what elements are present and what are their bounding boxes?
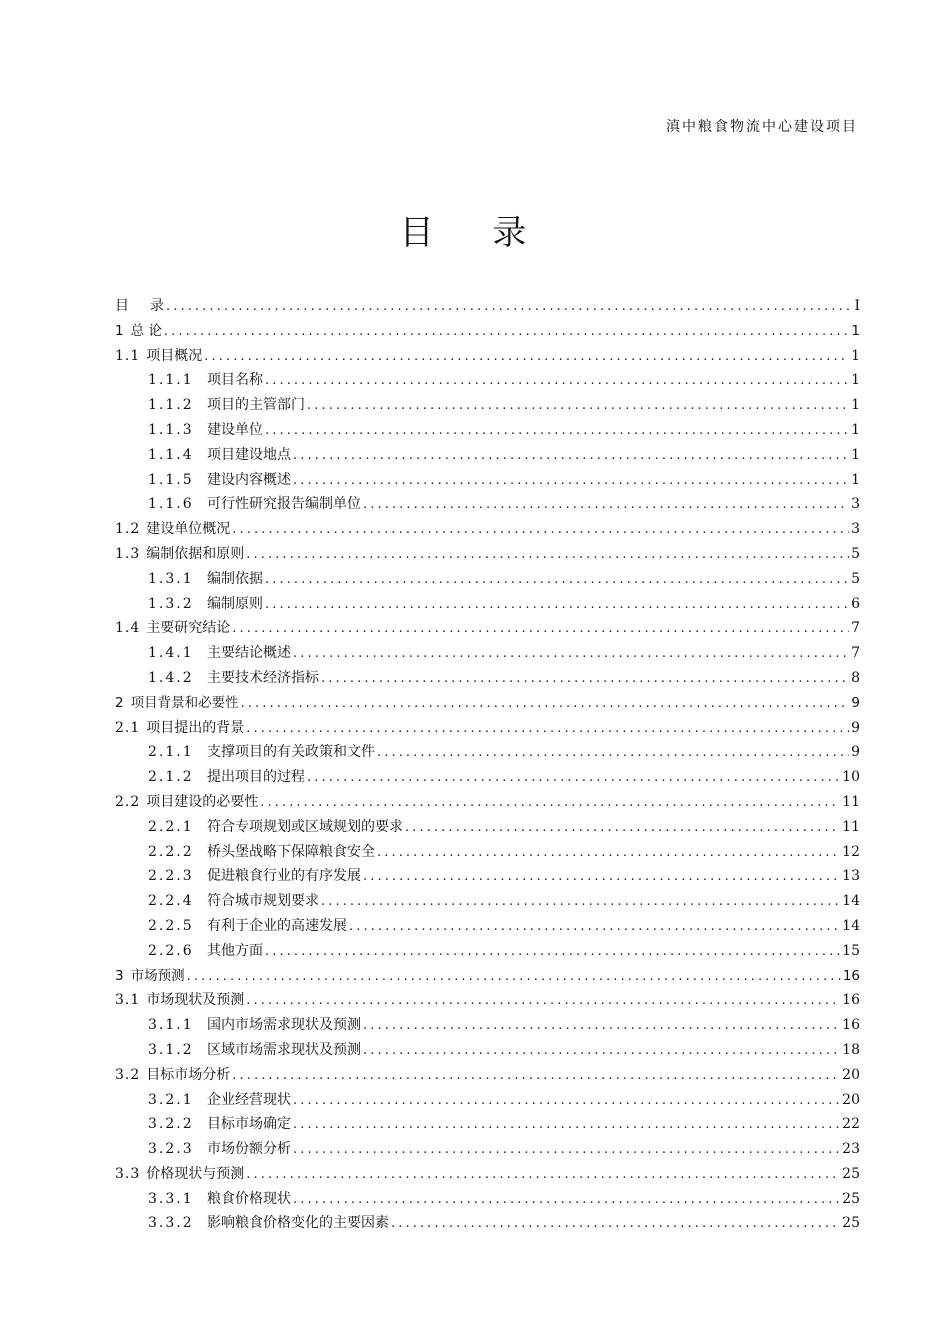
toc-entry-title: 项目背景和必要性 (130, 694, 239, 711)
toc-entry[interactable] (115, 1088, 860, 1113)
toc-entry-title: 支撑项目的有关政策和文件 (207, 744, 375, 761)
toc-entry-title: 粮食价格现状 (207, 1190, 291, 1207)
toc-entry-number: 目 (115, 298, 130, 314)
toc-dot-leader (307, 766, 840, 791)
toc-entry[interactable] (115, 1211, 860, 1236)
toc-entry-page-number: 8 (851, 669, 860, 686)
toc-entry-page-number: 25 (842, 1190, 860, 1207)
toc-dot-leader (246, 543, 849, 568)
toc-entry[interactable] (115, 864, 860, 889)
toc-entry-page-number: 12 (842, 843, 860, 860)
toc-entry-page-number: 14 (842, 893, 860, 910)
toc-entry-page-number: 1 (851, 471, 860, 488)
toc-dot-leader (293, 1113, 840, 1138)
toc-entry-number: 1.1 (115, 347, 141, 364)
toc-dot-leader (232, 617, 849, 642)
toc-entry-page-number: 23 (842, 1141, 860, 1158)
toc-entry-page-number: 1 (851, 372, 860, 389)
toc-dot-leader (363, 493, 849, 518)
toc-entry-title: 项目建设的必要性 (146, 793, 259, 810)
toc-entry-page-number: 1 (851, 397, 860, 414)
toc-entry-number: 3.2.1 (148, 1091, 194, 1108)
toc-entry-number: 1.4.1 (148, 645, 194, 662)
toc-dot-leader (265, 940, 840, 965)
toc-entry-title: 项目建设地点 (207, 446, 291, 463)
toc-entry-page-number: 7 (851, 620, 860, 637)
toc-entry[interactable] (115, 492, 860, 517)
toc-dot-leader (293, 642, 849, 667)
toc-entry[interactable] (115, 1137, 860, 1162)
toc-entry-number: 3 (115, 967, 125, 984)
toc-entry-number: 1.1.1 (148, 372, 194, 389)
toc-entry-title: 促进粮食行业的有序发展 (207, 868, 361, 885)
toc-entry-page-number: 5 (851, 570, 860, 587)
toc-entry-number: 1.3.1 (148, 570, 194, 587)
toc-entry-number: 1.1.2 (148, 397, 194, 414)
toc-entry[interactable] (115, 765, 860, 790)
toc-dot-leader (363, 1014, 840, 1039)
toc-entry-title: 可行性研究报告编制单位 (207, 496, 361, 513)
toc-entry-title: 有利于企业的高速发展 (207, 917, 347, 934)
toc-entry[interactable] (115, 790, 860, 815)
toc-entry[interactable] (115, 592, 860, 617)
toc-dot-leader (265, 568, 849, 593)
toc-entry[interactable] (115, 319, 860, 344)
toc-entry-title: 符合城市规划要求 (207, 893, 319, 910)
toc-entry-title: 录 (150, 298, 164, 314)
toc-dot-leader (391, 1212, 840, 1237)
toc-entry-number: 2.1.1 (148, 744, 194, 761)
toc-entry-number: 1.2 (115, 521, 141, 538)
toc-entry-number: 1.1.4 (148, 446, 194, 463)
toc-entry-title: 编制依据和原则 (146, 545, 245, 562)
toc-dot-leader (246, 717, 849, 742)
toc-entry-number: 1.1.3 (148, 421, 194, 438)
toc-entry-number: 3.2 (115, 1066, 141, 1083)
toc-entry-title: 项目名称 (207, 372, 263, 389)
toc-entry[interactable] (115, 344, 860, 369)
toc-entry-number: 2.2.3 (148, 868, 194, 885)
toc-dot-leader (293, 444, 849, 469)
toc-entry-page-number: 5 (851, 545, 860, 562)
toc-entry-title: 目标市场确定 (207, 1116, 291, 1133)
toc-entry-number: 3.2.2 (148, 1116, 194, 1133)
toc-entry-title: 目标市场分析 (146, 1066, 231, 1083)
toc-entry-title: 主要研究结论 (146, 620, 231, 637)
toc-dot-leader (293, 1138, 840, 1163)
toc-entry-page-number: 1 (851, 421, 860, 438)
toc-entry[interactable] (115, 1187, 860, 1212)
toc-entry-number: 1.4.2 (148, 669, 194, 686)
page-header: 滇中粮食物流中心建设项目 (666, 119, 858, 135)
toc-entry[interactable] (115, 815, 860, 840)
toc-entry-number: 3.3.1 (148, 1190, 194, 1207)
toc-entry-page-number: 9 (851, 744, 860, 761)
table-of-contents (115, 294, 860, 1236)
toc-dot-leader (321, 890, 840, 915)
toc-entry-page-number: I (854, 298, 860, 314)
toc-entry-title: 影响粮食价格变化的主要因素 (207, 1215, 389, 1232)
toc-entry-title: 企业经营现状 (207, 1091, 291, 1108)
toc-entry-title: 项目提出的背景 (146, 719, 245, 736)
toc-entry-title: 建设单位概况 (146, 521, 231, 538)
toc-dot-leader (241, 692, 850, 717)
toc-entry-title: 项目概况 (146, 347, 203, 364)
toc-entry-page-number: 11 (842, 818, 860, 835)
toc-entry-number: 1.1.5 (148, 471, 194, 488)
toc-entry[interactable] (115, 294, 860, 319)
toc-entry-title: 符合专项规划或区域规划的要求 (207, 818, 403, 835)
toc-entry-number: 1.4 (115, 620, 141, 637)
toc-entry-number: 2.1.2 (148, 769, 194, 786)
toc-entry-page-number: 25 (842, 1165, 860, 1182)
toc-entry[interactable] (115, 1063, 860, 1088)
toc-entry-number: 1.3 (115, 545, 141, 562)
toc-entry-title: 项目的主管部门 (207, 397, 305, 414)
toc-entry-page-number: 9 (851, 719, 860, 736)
toc-entry[interactable] (115, 418, 860, 443)
toc-dot-leader (265, 419, 849, 444)
toc-entry[interactable] (115, 1013, 860, 1038)
toc-entry-page-number: 1 (851, 322, 860, 339)
toc-entry-title: 提出项目的过程 (207, 769, 305, 786)
toc-entry[interactable] (115, 393, 860, 418)
toc-dot-leader (232, 1064, 840, 1089)
toc-entry-title: 总 论 (130, 322, 162, 339)
toc-dot-leader (293, 1188, 840, 1213)
toc-entry-page-number: 11 (842, 793, 860, 810)
toc-entry-page-number: 3 (851, 496, 860, 513)
toc-entry-number: 3.3 (115, 1165, 141, 1182)
toc-entry-page-number: 13 (842, 868, 860, 885)
toc-entry-number: 3.1.2 (148, 1041, 194, 1058)
toc-entry-page-number: 6 (851, 595, 860, 612)
toc-entry-title: 建设内容概述 (207, 471, 291, 488)
toc-entry[interactable] (115, 988, 860, 1013)
toc-entry-title: 编制依据 (207, 570, 263, 587)
toc-entry-number: 2.2.5 (148, 917, 194, 934)
toc-entry-number: 3.1.1 (148, 1017, 194, 1034)
toc-entry[interactable] (115, 443, 860, 468)
toc-entry[interactable] (115, 567, 860, 592)
toc-entry-number: 2 (115, 694, 125, 711)
toc-dot-leader (321, 667, 849, 692)
toc-dot-leader (293, 1089, 840, 1114)
toc-dot-leader (293, 469, 849, 494)
toc-dot-leader (363, 865, 840, 890)
page-title: 目 录 (399, 213, 551, 253)
toc-entry-title: 建设单位 (207, 421, 263, 438)
toc-entry-page-number: 1 (851, 347, 860, 364)
toc-dot-leader (246, 989, 840, 1014)
toc-entry-page-number: 22 (842, 1116, 860, 1133)
toc-entry[interactable] (115, 716, 860, 741)
toc-entry-page-number: 1 (851, 446, 860, 463)
toc-entry-title: 价格现状与预测 (146, 1165, 245, 1182)
toc-dot-leader (265, 593, 849, 618)
toc-entry[interactable] (115, 889, 860, 914)
toc-entry-title: 桥头堡战略下保障粮食安全 (207, 843, 375, 860)
toc-entry-title: 其他方面 (207, 942, 263, 959)
toc-entry[interactable] (115, 740, 860, 765)
toc-entry[interactable] (115, 1162, 860, 1187)
toc-entry-page-number: 16 (842, 992, 860, 1009)
toc-entry-page-number: 14 (842, 917, 860, 934)
toc-entry-number: 1.3.2 (148, 595, 194, 612)
toc-entry-page-number: 9 (851, 694, 860, 711)
toc-entry-number: 2.2.6 (148, 942, 194, 959)
toc-entry-number: 2.2.1 (148, 818, 194, 835)
toc-dot-leader (363, 1039, 840, 1064)
toc-entry[interactable] (115, 616, 860, 641)
toc-entry[interactable] (115, 964, 860, 989)
toc-entry[interactable] (115, 641, 860, 666)
toc-dot-leader (260, 791, 840, 816)
toc-dot-leader (377, 741, 849, 766)
toc-entry-page-number: 7 (851, 645, 860, 662)
toc-entry-number: 2.2.2 (148, 843, 194, 860)
toc-entry-number: 2.2 (115, 793, 141, 810)
toc-entry-page-number: 20 (842, 1091, 860, 1108)
toc-entry-title: 区域市场需求现状及预测 (207, 1041, 361, 1058)
toc-dot-leader (166, 295, 852, 320)
toc-dot-leader (204, 345, 849, 370)
toc-entry[interactable] (115, 840, 860, 865)
toc-entry-page-number: 20 (842, 1066, 860, 1083)
toc-entry[interactable] (115, 468, 860, 493)
toc-entry-page-number: 18 (842, 1041, 860, 1058)
toc-entry-page-number: 10 (842, 769, 860, 786)
toc-dot-leader (265, 369, 849, 394)
toc-entry-number: 1 (115, 322, 125, 339)
toc-entry[interactable] (115, 542, 860, 567)
toc-entry[interactable] (115, 691, 860, 716)
toc-dot-leader (405, 816, 840, 841)
toc-dot-leader (232, 518, 849, 543)
toc-entry-title: 国内市场需求现状及预测 (207, 1017, 361, 1034)
toc-entry-number: 3.3.2 (148, 1215, 194, 1232)
toc-entry-title: 主要技术经济指标 (207, 669, 319, 686)
toc-entry[interactable] (115, 666, 860, 691)
toc-entry-title: 市场现状及预测 (146, 992, 245, 1009)
toc-entry-number: 3.1 (115, 992, 141, 1009)
toc-entry[interactable] (115, 939, 860, 964)
toc-entry-title: 编制原则 (207, 595, 263, 612)
toc-entry-title: 市场份额分析 (207, 1141, 291, 1158)
toc-dot-leader (307, 394, 849, 419)
toc-entry-page-number: 16 (842, 1017, 860, 1034)
toc-entry[interactable] (115, 914, 860, 939)
toc-entry[interactable] (115, 517, 860, 542)
toc-entry-page-number: 25 (842, 1215, 860, 1232)
toc-entry-number: 2.1 (115, 719, 141, 736)
toc-entry-number: 3.2.3 (148, 1141, 194, 1158)
toc-entry-page-number: 3 (851, 521, 860, 538)
toc-entry-page-number: 15 (842, 942, 860, 959)
toc-dot-leader (349, 915, 840, 940)
toc-dot-leader (377, 841, 840, 866)
toc-entry-page-number: 16 (842, 967, 860, 984)
toc-entry-title: 主要结论概述 (207, 645, 291, 662)
toc-entry-title: 市场预测 (130, 967, 185, 984)
toc-entry[interactable] (115, 1038, 860, 1063)
toc-entry[interactable] (115, 1112, 860, 1137)
toc-dot-leader (164, 320, 850, 345)
toc-entry-number: 1.1.6 (148, 496, 194, 513)
toc-dot-leader (246, 1163, 840, 1188)
toc-dot-leader (187, 965, 841, 990)
toc-entry-number: 2.2.4 (148, 893, 194, 910)
toc-entry[interactable] (115, 368, 860, 393)
